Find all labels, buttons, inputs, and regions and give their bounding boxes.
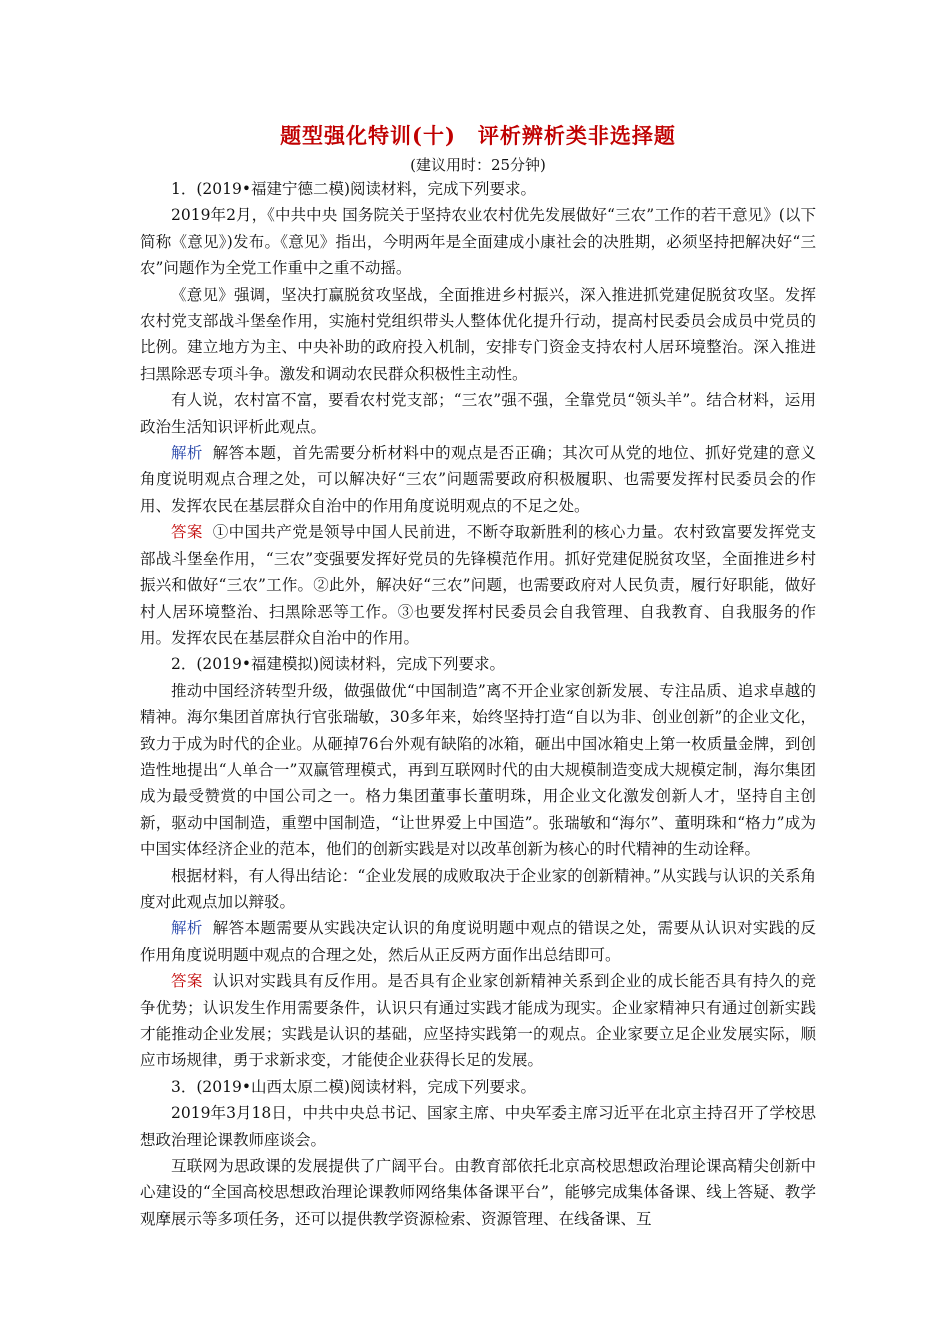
answer-text: 认识对实践具有反作用。是否具有企业家创新精神关系到企业的成长能否具有持久的竞争优势；认识发生作用需要条件，认识只有通过实践才能成为现实。企业家精神只有通过创新实践才能推动企业发展；实践是认识的基础，应坚持实践第一的观点。企业家要立足企业发展实际，顺应市场规律，勇于求新求变，才能使企业获得长足的发展。 (140, 972, 816, 1070)
question-2-analysis (140, 915, 816, 968)
page-title: 题型强化特训(十) 评析辨析类非选择题 (280, 123, 676, 148)
question-2-answer (140, 968, 816, 1074)
answer-label: 答案 (171, 523, 203, 542)
suggested-time: (建议用时：25分钟) (410, 156, 546, 174)
question-2-prompt: 根据材料，有人得出结论：“企业发展的成败取决于企业家的创新精神。”从实践与认识的关系角度对此观点加以辩驳。 (140, 866, 816, 911)
question-2-header: 2．(2019•福建模拟)阅读材料，完成下列要求。 (171, 655, 506, 674)
question-3-material-1: 2019年3月18日，中共中央总书记、国家主席、中央军委主席习近平在北京主持召开了学校思想政治理论课教师座谈会。 (140, 1104, 816, 1149)
question-1-material-1: 2019年2月，《中共中央 国务院关于坚持农业农村优先发展做好“三农”工作的若干意见》(以下简称《意见》)发布。《意见》指出，今明两年是全面建成小康社会的决胜期，必须坚持把解决好“三农”问题作为全党工作重中之重不动摇。 (140, 206, 816, 278)
analysis-text: 解答本题需要从实践决定认识的角度说明题中观点的错误之处，需要从认识对实践的反作用角度说明题中观点的合理之处，然后从正反两方面作出总结即可。 (140, 919, 816, 964)
analysis-label: 解析 (171, 444, 203, 463)
question-1-answer (140, 519, 816, 651)
question-1-material-2: 《意见》强调，坚决打赢脱贫攻坚战，全面推进乡村振兴，深入推进抓党建促脱贫攻坚。发挥农村党支部战斗堡垒作用，实施村党组织带头人整体优化提升行动，提高村民委员会成员中党员的比例。建立地方为主、中央补助的政府投入机制，安排专门资金支持农村人居环境整治。深入推进扫黑除恶专项斗争。激发和调动农民群众积极性主动性。 (140, 285, 816, 383)
document-page (140, 122, 816, 1232)
question-3-material-2: 互联网为思政课的发展提供了广阔平台。由教育部依托北京高校思想政治理论课高精尖创新中心建设的“全国高校思想政治理论课教师网络集体备课平台”，能够完成集体备课、线上答疑、教学观摩展示等多项任务，还可以提供教学资源检索、资源管理、在线备课、互 (140, 1157, 816, 1228)
question-2-material-1: 推动中国经济转型升级，做强做优“中国制造”离不开企业家创新发展、专注品质、追求卓越的精神。海尔集团首席执行官张瑞敏，30多年来，始终坚持打造“自以为非、创业创新”的企业文化，致力于成为时代的企业。从砸掉76台外观有缺陷的冰箱，砸出中国冰箱史上第一枚质量金牌，到创造性地提出“人单合一”双赢管理模式，再到互联网时代的由大规模制造变成大规模定制，海尔集团成为最受赞赏的中国公司之一。格力集团董事长董明珠，用企业文化激发创新人才，坚持自主创新，驱动中国制造，重塑中国制造，“让世界爱上中国造”。张瑞敏和“海尔”、董明珠和“格力”成为中国实体经济企业的范本，他们的创新实践是对以改革创新为核心的时代精神的生动诠释。 (140, 681, 816, 859)
answer-label: 答案 (171, 972, 203, 991)
question-1-prompt: 有人说，农村富不富，要看农村党支部；“三农”强不强，全靠党员“领头羊”。结合材料，运用政治生活知识评析此观点。 (140, 391, 816, 436)
analysis-text: 解答本题，首先需要分析材料中的观点是否正确；其次可从党的地位、抓好党建的意义角度说明观点合理之处，可以解决好“三农”问题需要政府积极履职、也需要发挥村民委员会的作用、发挥农民在基层群众自治中的作用角度说明观点的不足之处。 (140, 444, 816, 515)
answer-text: ①中国共产党是领导中国人民前进，不断夺取新胜利的核心力量。农村致富要发挥党支部战斗堡垒作用，“三农”变强要发挥好党员的先锋模范作用。抓好党建促脱贫攻坚，全面推进乡村振兴和做好“三农”工作。②此外，解决好“三农”问题，也需要政府对人民负责，履行好职能，做好村人居环境整治、扫黑除恶等工作。③也要发挥村民委员会自我管理、自我教育、自我服务的作用。发挥农民在基层群众自治中的作用。 (140, 523, 816, 647)
question-3-header: 3．(2019•山西太原二模)阅读材料，完成下列要求。 (171, 1077, 537, 1096)
question-1-analysis (140, 440, 816, 519)
question-1-header: 1．(2019•福建宁德二模)阅读材料，完成下列要求。 (171, 180, 537, 198)
analysis-label: 解析 (171, 919, 203, 938)
